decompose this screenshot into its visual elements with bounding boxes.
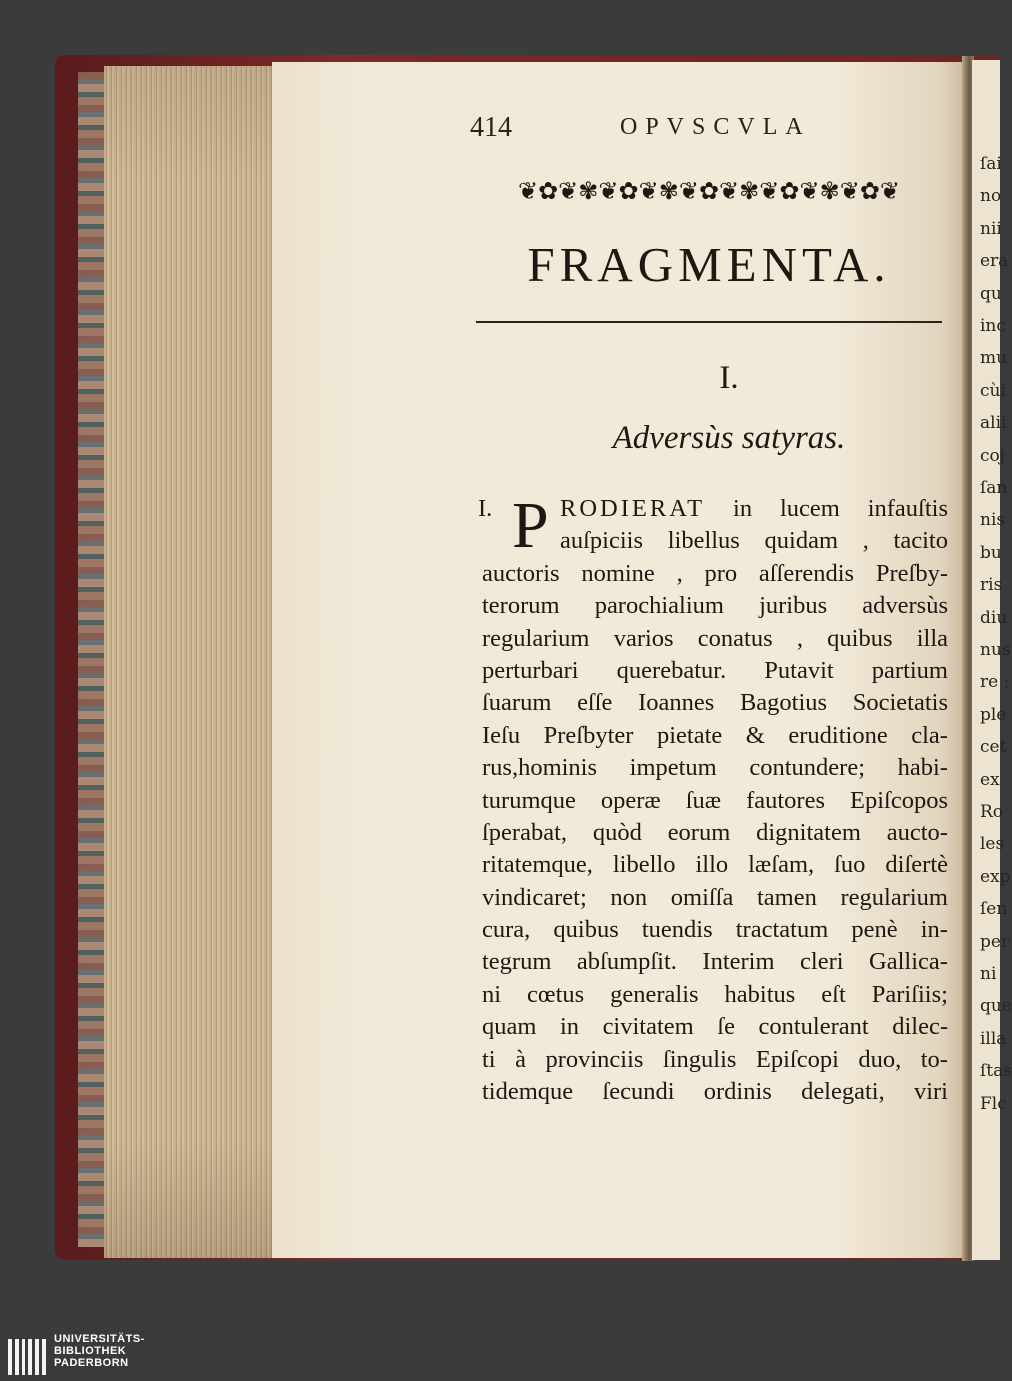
facing-page-fragment: inc	[980, 316, 1006, 336]
library-line-1: UNIVERSITÄTS-	[54, 1333, 145, 1345]
word: in	[733, 495, 753, 522]
word: libellus	[667, 527, 740, 555]
text-line	[482, 882, 948, 914]
page-edges	[104, 66, 274, 1258]
text-line	[482, 849, 948, 881]
word: regularium	[482, 624, 590, 652]
text-line	[482, 525, 948, 557]
text-line	[482, 1011, 948, 1043]
word: adversùs	[862, 592, 948, 620]
text-line	[482, 785, 948, 817]
word: habitus	[724, 980, 796, 1008]
text-line	[482, 558, 948, 590]
text-line	[482, 590, 948, 622]
word: Bagotius	[739, 689, 828, 717]
word: læſam,	[748, 851, 815, 879]
word: cla-	[911, 721, 948, 749]
word: Putavit	[764, 656, 834, 684]
word: regularium	[840, 883, 948, 911]
facing-page-fragment: ris	[980, 575, 1003, 596]
facing-page-fragment: ni	[980, 964, 997, 984]
section-numeral: I.	[719, 360, 739, 396]
word: operæ	[600, 786, 661, 814]
word: parochialium	[594, 592, 724, 620]
word: generalis	[610, 980, 699, 1008]
library-line-2: BIBLIOTHEK	[54, 1345, 127, 1357]
facing-page-fragment: ſan	[980, 478, 1008, 498]
word: infauſtis	[867, 495, 948, 522]
word: ſuæ	[685, 786, 722, 814]
word: eruditione	[788, 721, 888, 749]
text-line	[482, 687, 948, 719]
library-logo	[8, 1339, 46, 1375]
facing-page-fragment: qu	[980, 283, 1002, 304]
facing-page-fragment: coj	[980, 445, 1006, 466]
word: ſingulis	[662, 1045, 737, 1073]
ornament-band: ❦✿❦✾❦✿❦✾❦✿❦✾❦✿❦✾❦✿❦	[517, 177, 901, 205]
text-line	[482, 655, 948, 687]
word: cœtus	[527, 980, 585, 1008]
facing-page-fragment: alii	[980, 413, 1007, 434]
word: to-	[920, 1045, 948, 1073]
word: Preſby-	[875, 559, 948, 587]
paragraph-number: I.	[478, 495, 493, 522]
word: cleri	[800, 948, 844, 976]
word: cura,	[482, 916, 531, 944]
library-line-3: PADERBORN	[54, 1357, 129, 1369]
word: Societatis	[852, 689, 948, 717]
word: ſuo	[834, 851, 866, 879]
word: fautores	[746, 786, 826, 814]
word: Interim	[702, 948, 775, 976]
word: contulerant	[758, 1013, 869, 1041]
facing-page-fragment: illa	[980, 1028, 1007, 1049]
word: abſumpſit.	[576, 948, 677, 976]
word: habi-	[897, 754, 948, 782]
word: turumque	[482, 786, 576, 814]
word: impetum	[629, 754, 717, 782]
word: eſſe	[577, 689, 613, 717]
facing-page-fragment: ſtas	[980, 1061, 1012, 1082]
word: quidam	[764, 527, 839, 555]
word: tamen	[757, 883, 817, 911]
word: illo	[695, 851, 729, 879]
word: querebatur.	[616, 656, 727, 684]
word: Gallica-	[869, 948, 948, 976]
facing-page-fragment: ſai	[980, 154, 1002, 174]
text-line	[482, 817, 948, 849]
right-page	[972, 60, 1012, 1260]
facing-page-fragment: cùi	[980, 380, 1006, 401]
word: ordinis	[703, 1078, 772, 1106]
word: auſpiciis	[560, 527, 644, 555]
facing-page-fragment: ex	[980, 769, 1000, 790]
facing-page-fragment: nis	[980, 510, 1006, 531]
word: eorum	[667, 818, 731, 846]
facing-page-fragment: mu	[980, 348, 1008, 369]
word: terorum	[482, 592, 560, 620]
word: pro	[704, 559, 738, 587]
facing-page-fragment: nus	[980, 640, 1011, 660]
drop-cap: P	[512, 489, 549, 562]
word: diſertè	[885, 851, 948, 879]
word: Ioannes	[638, 689, 715, 717]
word: à	[515, 1045, 526, 1073]
word: quibus	[553, 916, 619, 944]
text-line	[482, 493, 948, 525]
facing-page-fragment: ple	[980, 704, 1007, 725]
text-line	[482, 1044, 948, 1076]
facing-page-fragment: per	[980, 931, 1010, 952]
word: &	[745, 721, 765, 749]
library-name	[54, 1333, 145, 1369]
footer-bar	[0, 1331, 1000, 1381]
facing-page-fragment: diu	[980, 607, 1008, 628]
text-line	[482, 752, 948, 784]
word: conatus	[697, 624, 773, 652]
word: tacito	[893, 527, 948, 555]
word: ti	[482, 1045, 496, 1073]
word: RODIERAT	[560, 495, 706, 522]
word: juribus	[759, 592, 828, 620]
word: pietate	[656, 721, 723, 749]
word: civitatem	[602, 1013, 694, 1041]
word: Ieſu	[482, 721, 521, 749]
word: quibus	[827, 624, 893, 652]
facing-page-fragment: les	[980, 834, 1005, 855]
word: aucto-	[886, 818, 948, 846]
word: ritatemque,	[482, 851, 593, 879]
facing-page-fragment: Ro	[980, 802, 1004, 822]
word: dilec-	[892, 1013, 948, 1041]
word: libello	[612, 851, 676, 879]
word: aſſerendis	[758, 559, 855, 587]
body-text	[478, 489, 948, 1108]
word: quòd	[592, 818, 642, 846]
running-head	[470, 112, 940, 152]
word: Pariſiis;	[871, 980, 948, 1008]
word: auctoris	[482, 559, 560, 587]
facing-page-fragment: nii	[980, 218, 1002, 239]
word: illa	[916, 624, 948, 652]
word: lucem	[779, 495, 840, 522]
word: provinciis	[545, 1045, 644, 1073]
word: ,	[862, 527, 869, 555]
word: ,	[676, 559, 683, 587]
word: partium	[871, 656, 948, 684]
word: duo,	[858, 1045, 902, 1073]
word: varios	[613, 624, 674, 652]
text-line	[482, 1076, 948, 1108]
word: non	[610, 883, 648, 911]
facing-page-fragment: ſen	[980, 899, 1008, 920]
word: eſt	[821, 980, 846, 1008]
text-line	[482, 720, 948, 752]
text-line	[482, 914, 948, 946]
word: penè	[851, 916, 898, 944]
facing-page-fragment: bu	[980, 542, 1002, 563]
facing-page-fragment: era	[980, 251, 1009, 272]
page-heading: FRAGMENTA.	[527, 237, 891, 292]
word: rus,hominis	[482, 754, 598, 782]
word: ſe	[717, 1013, 735, 1041]
word: nomine	[581, 559, 655, 587]
facing-page-fragment: Flc	[980, 1093, 1007, 1114]
text-line	[482, 946, 948, 978]
word: tuendis	[641, 916, 713, 944]
section-subtitle: Adversùs satyras.	[612, 420, 846, 456]
word: delegati,	[801, 1078, 885, 1106]
heading-rule	[476, 321, 942, 323]
facing-page-fragment: no	[980, 186, 1002, 207]
text-line	[482, 979, 948, 1011]
word: ſecundi	[602, 1078, 675, 1106]
word: Epiſcopi	[755, 1045, 839, 1073]
word: Preſbyter	[543, 721, 634, 749]
facing-page-fragment: exp	[980, 866, 1011, 887]
word: in-	[920, 916, 948, 944]
word: Epiſcopos	[849, 786, 948, 814]
facing-page-fragment: que	[980, 996, 1012, 1017]
word: tegrum	[482, 948, 552, 976]
word: dignitatem	[756, 818, 861, 846]
word: viri	[913, 1078, 948, 1106]
word: ni	[482, 980, 502, 1008]
word: omiſſa	[670, 883, 734, 911]
running-title: OPVSCVLA	[620, 114, 811, 140]
facing-page-fragment: cet	[980, 737, 1007, 758]
word: quam	[482, 1013, 537, 1041]
word: ſuarum	[482, 689, 552, 717]
word: perturbari	[482, 656, 579, 684]
facing-page-fragment: re ;	[980, 672, 1010, 693]
word: in	[559, 1013, 580, 1041]
word: ſperabat,	[482, 818, 568, 846]
word: tractatum	[735, 916, 829, 944]
word: tidemque	[482, 1078, 574, 1106]
text-line	[482, 623, 948, 655]
word: contundere;	[749, 754, 866, 782]
word: vindicaret;	[482, 883, 587, 911]
page-number: 414	[470, 112, 512, 143]
word: ,	[796, 624, 803, 652]
